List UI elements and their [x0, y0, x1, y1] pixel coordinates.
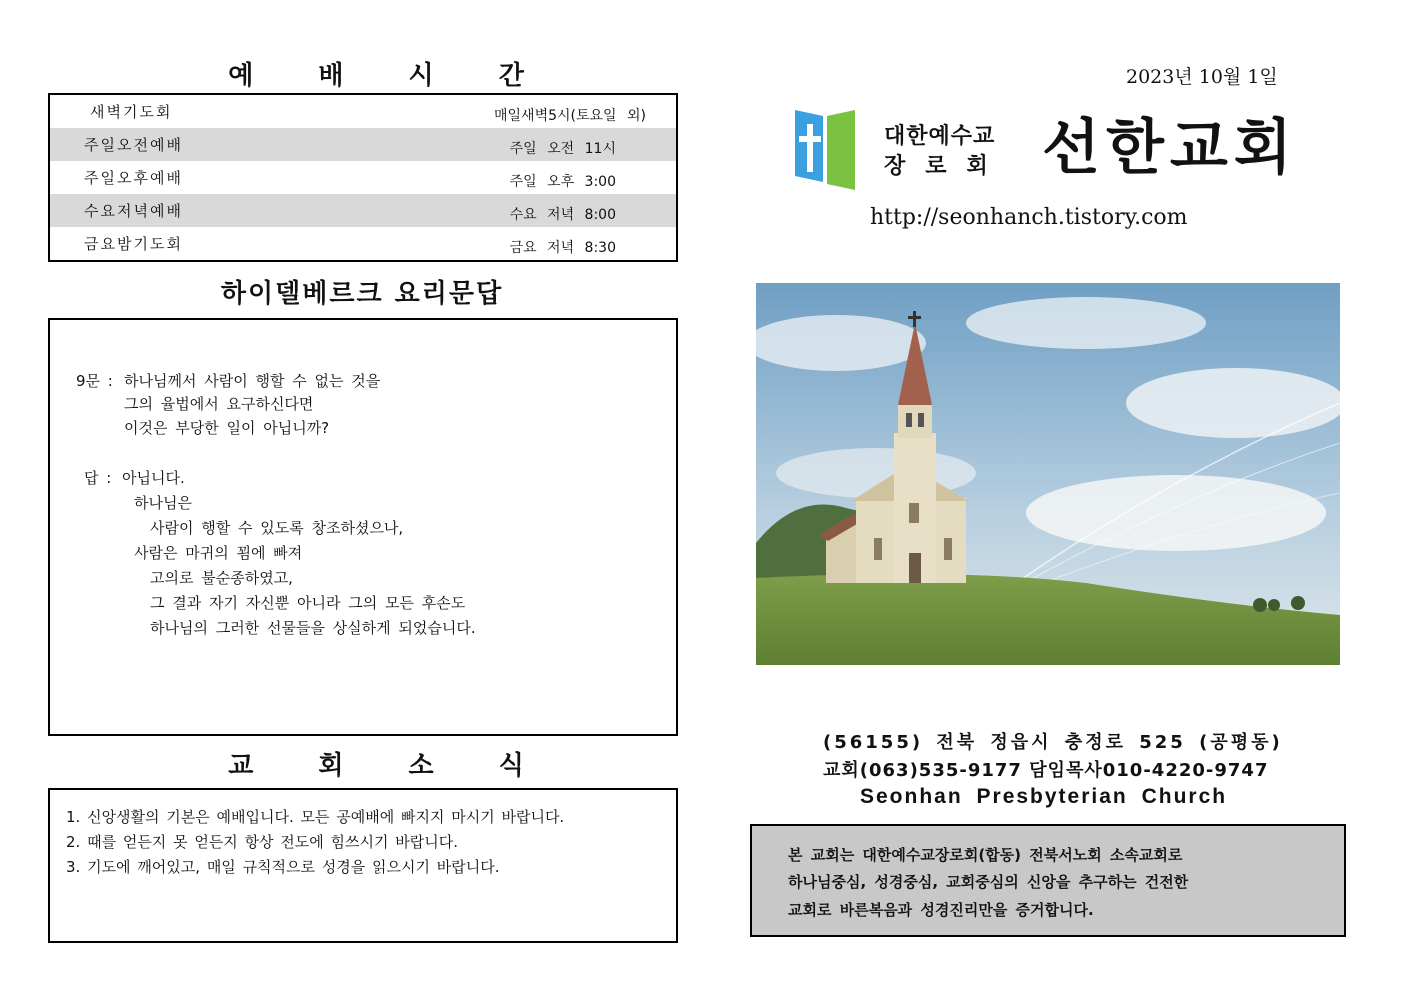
worship-row [50, 95, 676, 128]
question-line: 그의 율법에서 요구하신다면 [124, 395, 314, 413]
question-label: 9문 : [76, 372, 113, 390]
intro-line: 교회로 바른복음과 성경진리만을 증거합니다. [788, 901, 1094, 919]
church-intro-box [750, 824, 1346, 937]
church-phone: 교회(063)535-9177 담임목사010-4220-9747 [823, 760, 1269, 781]
answer-line: 사람이 행할 수 있도록 창조하셨으나, [150, 519, 404, 537]
denomination-name [884, 122, 1008, 182]
answer-line: 하나님은 [134, 494, 192, 512]
worship-row [50, 194, 676, 227]
church-cross-logo-icon [795, 110, 855, 190]
worship-row [50, 227, 676, 260]
worship-title: 예 배 시 간 [228, 61, 552, 91]
worship-name: 주일오전예배 [84, 136, 183, 154]
worship-time: 주일 오전 11시 [509, 141, 616, 157]
news-title: 교 회 소 식 [228, 751, 552, 781]
worship-time: 매일새벽5시(토요일 외) [494, 108, 646, 124]
worship-row [50, 161, 676, 194]
answer-line: 하나님의 그러한 선물들을 상실하게 되었습니다. [150, 619, 476, 637]
news-item: 2. 때를 얻든지 못 얻든지 항상 전도에 힘쓰시기 바랍니다. [66, 833, 459, 851]
worship-name: 주일오후예배 [84, 169, 183, 187]
catechism-box [48, 318, 678, 736]
church-news-box [48, 788, 678, 943]
worship-time: 금요 저녁 8:30 [509, 240, 616, 256]
worship-row [50, 128, 676, 161]
intro-line: 본 교회는 대한예수교장로회(합동) 전북서노회 소속교회로 [788, 846, 1183, 864]
catechism-title: 하이델베르크 요리문답 [220, 279, 504, 309]
worship-time: 주일 오후 3:00 [509, 174, 616, 190]
answer-line: 고의로 불순종하였고, [150, 569, 293, 587]
intro-line: 하나님중심, 성경중심, 교회중심의 신앙을 추구하는 건전한 [788, 873, 1189, 891]
denomination-line1: 대한예수교 [884, 124, 996, 149]
question-line: 하나님께서 사람이 행할 수 없는 것을 [124, 372, 381, 390]
church-english-name: Seonhan Presbyterian Church [860, 785, 1228, 808]
answer-label: 답 : [84, 469, 112, 487]
news-item: 1. 신앙생활의 기본은 예배입니다. 모든 공예배에 빠지지 마시기 바랍니다. [66, 808, 565, 826]
question-line: 이것은 부당한 일이 아닙니까? [124, 419, 330, 437]
worship-name: 새벽기도회 [90, 103, 173, 121]
answer-line: 사람은 마귀의 꾐에 빠져 [134, 544, 303, 562]
denomination-line2: 장로회 [884, 154, 1008, 179]
country-church-photo [756, 283, 1340, 665]
worship-name: 수요저녁예배 [84, 202, 183, 220]
news-item: 3. 기도에 깨어있고, 매일 규칙적으로 성경을 읽으시기 바랍니다. [66, 858, 500, 876]
church-name: 선한교회 [1042, 113, 1298, 183]
answer-line: 아닙니다. [122, 469, 185, 487]
worship-schedule-table [48, 93, 678, 262]
bulletin-date: 2023년 10월 1일 [1126, 66, 1278, 88]
church-address: (56155) 전북 정읍시 충정로 525 (공평동) [823, 732, 1283, 753]
worship-time: 수요 저녁 8:00 [509, 207, 616, 223]
answer-line: 그 결과 자기 자신뿐 아니라 그의 모든 후손도 [150, 594, 466, 612]
worship-name: 금요밤기도회 [84, 235, 183, 253]
church-website-link[interactable]: http://seonhanch.tistory.com [870, 205, 1188, 230]
